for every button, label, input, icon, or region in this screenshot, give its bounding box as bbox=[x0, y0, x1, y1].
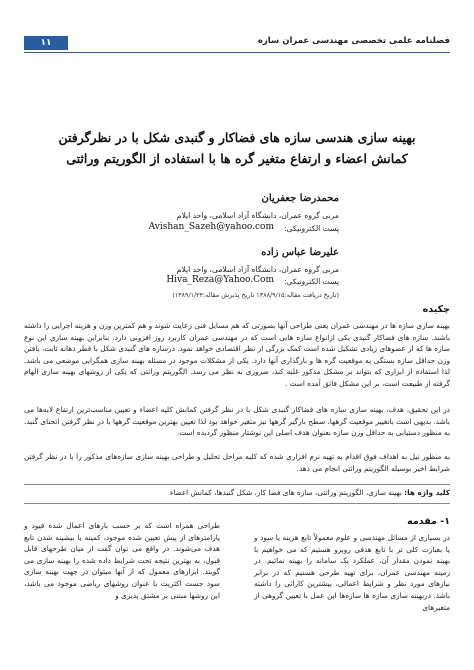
author-name: محمدرضا جعفریان bbox=[261, 193, 339, 204]
header-divider bbox=[24, 52, 450, 53]
introduction-heading: ۱- مقدمه bbox=[407, 516, 450, 527]
author-email[interactable]: Hiva_Reza@Yahoo.Com bbox=[166, 275, 274, 285]
paper-title-line-2: کمانش اعضاء و ارتفاع متغیر گره ها با استفاده از الگوریتم وراثتی bbox=[66, 151, 408, 166]
author-email[interactable]: Avishan_Sazeh@yahoo.com bbox=[148, 222, 274, 232]
abstract-heading: چکیده bbox=[422, 304, 450, 315]
abstract-paragraph: در این تحقیق، هدف، بهینه سازی سازه های فضاکار گنبدی شکل با در نظر گرفتن کمانش کلیه اعضاء و تعیین مناسب‌ترین ارتفاع لایه‌ها می باشد. بدیهی است باتغییر موقعیت گرهها، سطح بارگیر گرهها نیز متغیر خواهد بود لذا تعیین بهترین موقعیت گرهها با در نظر گرفتن اتحنای گنبد، به منظور دستیابی به حداقل وزن سازه بعنوان هدف اصلی این نوشتار منظور گردیده است. bbox=[24, 405, 450, 438]
author-affiliation: مربی گروه عمران، دانشگاه آزاد اسلامی، واحد ایلام bbox=[176, 211, 339, 220]
abstract-paragraph: به منظور نیل به اهداف فوق اقدام به تهیه نرم افزاری شده که کلیه مراحل تحلیل و طراحی بهینه سازی سازه‌های مذکور را با در نظر گرفتن شرایط اخیر بوسیله الگوریتم وراثتی انجام می دهد. bbox=[24, 452, 450, 473]
email-label: پست الکترونیکی: bbox=[283, 224, 339, 233]
author-name: علیرضا عباس زاده bbox=[261, 247, 339, 258]
author-affiliation: مربی گروه عمران، دانشگاه آزاد اسلامی، واحد ایلام bbox=[176, 265, 339, 274]
keywords-text: بهینه سازی، الگوریتم وراثتی، سازه های فضا کار، شکل گنبدها، کمانش اعضاء bbox=[169, 488, 402, 497]
keywords-label: کلید واژه ها: bbox=[404, 488, 450, 497]
email-label: پست الکترونیکی: bbox=[283, 277, 339, 286]
keywords-line bbox=[170, 488, 450, 497]
introduction-left-column: طراحی همراه است که بر حسب بارهای اعمال شده قیود و پارامترهای از پیش تعیین شده موجود، کمینه یا بیشینه شدن تابع هدف می‌شوند. در واقع می توان گفت از میان طرحهای قابل قبول، به بهترین نتیجه تحت شرایط داده شده را بهینه سازی می گویند. ابزارهای معمول که از آنها میتوان در جهت بهینه سازی سود جست اکثریت با عنوان روشهای ریاضی موجود می باشد، این روشها مبتنی بر مشتق پذیری و bbox=[24, 521, 220, 600]
paper-title-line-1: بهینه سازی هندسی سازه های فضاکار و گنبدی شکل با در نظرگرفتن bbox=[58, 130, 416, 145]
introduction-right-column: در بسیاری از مسائل مهندسی و علوم معمولاً تابع هزینه یا سود و یا بعبارت کلی تر با تابع هدفی روبرو هستیم که می خواهیم با بهینه نمودن مقدار آن، عملکرد یک سامانه را بهینه نمائیم. در زمینه مهندسی عمران، برای تهیه طرحی هستیم که در برابر نیازهای مورد نظر و شرایط اعمالی، بیشترین کارائی را داشته باشد. دربهینه سازی سازه ها سازه‌ها این عمل با تعیین گروهی از متغیرهای bbox=[254, 533, 450, 612]
abstract-paragraph: بهینه سازی سازه ها در مهندسی عمران یعنی طراحی آنها بصورتی که هم مسایل فنی رعایت شوند و هم کمترین وزن و هزینه اجرایی را داشته باشند. سازه های فضاکار گنبدی یکی ازانواع سازه هایی است که در مهندسی عمران کاربرد روز افزونی دارد. بنابراین بهینه سازی این نوع سازه ها که از عضوهای زیادی تشکیل شده است کمک بزرگی از نظر اقتصادی خواهد نمود. درسازه های گنبدی شکل با قطر دهانه ثابت، یافتن وزن حداقل سازه بستگی به موقعیت گره ها و بارگذاری آنها دارد. یکی از مشکلات موجود در مسئله بهینه سازی همگرایی موضعی می باشد. لذا استفاده از ابزاری که بتواند بر مشکل مذکور غلبه کند، ضروری به نظر می رسد. الگوریتم وراثتی که یکی از روشهای بهینه سازی الهام گرفته از طبیعت است، بر این مشکل فائق آمده است . bbox=[24, 321, 450, 388]
submission-dates: (تاریخ دریافت مقاله:۱۳۸۸/۹/۱۵ تاریخ پذیرش مقاله:۱۳۸۹/۱/۲۴) bbox=[172, 291, 339, 299]
page-number: ۱۱ bbox=[40, 38, 52, 48]
journal-title: فصلنامه علمی تخصصی مهندسی عمران سازه bbox=[257, 36, 450, 46]
